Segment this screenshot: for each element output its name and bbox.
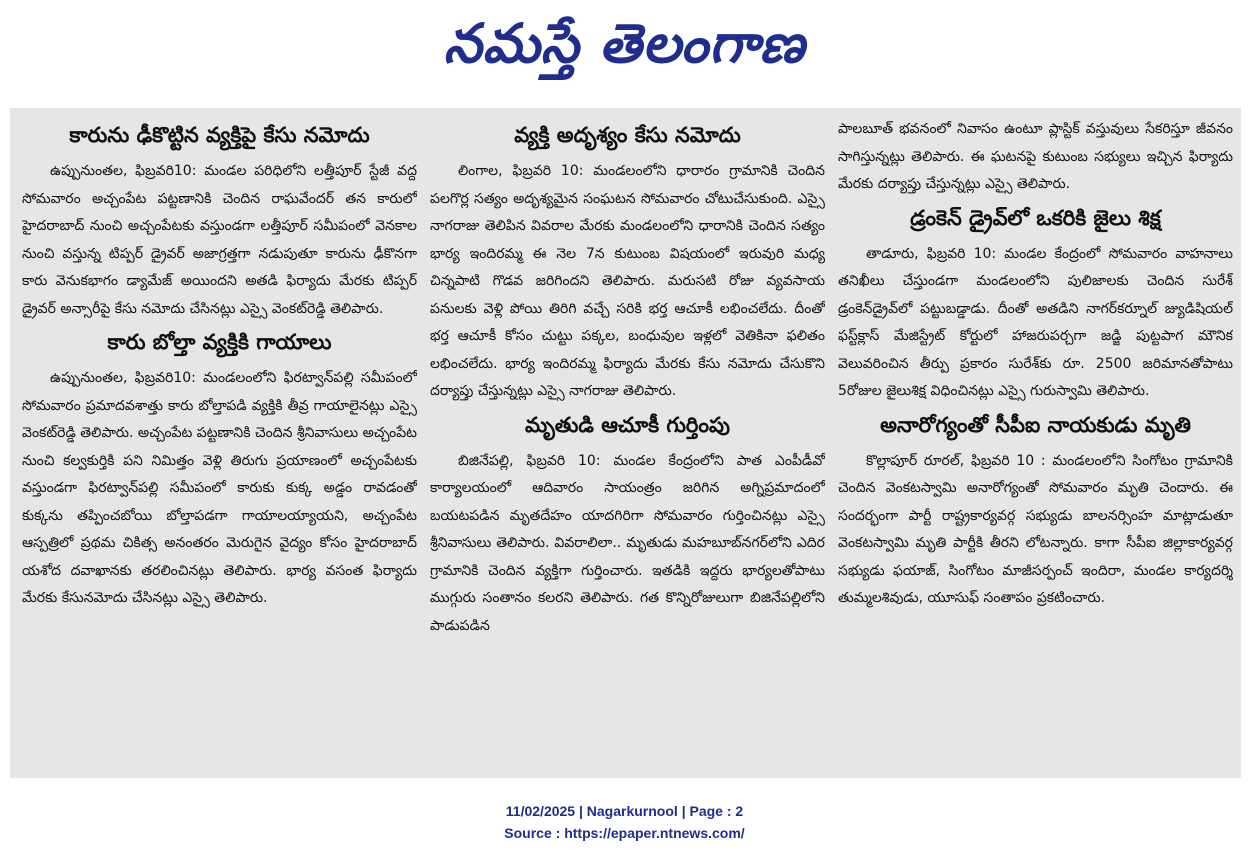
article-body: తాడూరు, ఫిబ్రవరి 10: మండల కేంద్రంలో సోమవారం వాహనాలు తనిఖీలు చేస్తుండగా మండలంలోని పులిజాలకు చెందిన సురేశ్ డ్రంకెన్‌డ్రైవ్‌లో పట్టుబడ్డాడు. దీంతో అతడిని నాగర్‌కర్నూల్ జ్యుడిషియల్ ఫస్ట్‌క్లాస్ మేజిస్ట్రేట్ కోర్టులో హాజరుపర్చగా జడ్జి పుట్టపాగ మౌనిక వెలువరించిన తీర్పు ప్రకారం సురేశ్‌కు రూ. 2500 జరిమానతోపాటు 5రోజుల జైలుశిక్ష విధించినట్లు ఎస్సై గురుస్వామి తెలిపారు. <box>838 245 1233 399</box>
article-body-continued: పాలబూత్ భవనంలో నివాసం ఉంటూ ప్లాస్టిక్ వస్తువులు సేకరిస్తూ జీవనం సాగిస్తున్నట్లు తెలిపారు. ఈ ఘటనపై కుటుంబ సభ్యులు ఇచ్చిన ఫిర్యాదు మేరకు దర్యాప్తు చేస్తున్నట్లు ఎస్సై తెలిపారు. <box>838 121 1233 192</box>
article-headline: కారు బోల్తా వ్యక్తికి గాయాలు <box>107 330 332 354</box>
article-body: కొల్లాపూర్ రూరల్, ఫిబ్రవరి 10 : మండలంలోని సింగోటం గ్రామానికి చెందిన వెంకటస్వామి అనారోగ్యంతో సోమవారం మృతి చెందారు. ఈ సందర్భంగా పార్టీ రాష్ట్రకార్యవర్గ సభ్యుడు బాలనర్సింహ మాట్లాడుతూ వెంకటస్వామి మృతి పార్టీకి తీరని లోటన్నారు. కాగా సీపీఐ జిల్లాకార్యవర్గ సభ్యుడు ఫయాజ్, సింగోటం మాజీసర్పంచ్ ఇందిరా, మండల కార్యదర్శి తుమ్మలశివుడు, యూసుఫ్ సంతాపం ప్రకటించారు. <box>838 452 1233 606</box>
article-headline: కారును ఢీకొట్టిన వ్యక్తిపై కేసు నమోదు <box>69 123 370 147</box>
source-link[interactable]: Source : https://epaper.ntnews.com/ <box>504 825 745 841</box>
article-body: లింగాల, ఫిబ్రవరి 10: మండలంలోని ధారారం గ్రామానికి చెందిన పలగొర్ల సత్యం అదృశ్యమైన సంఘటన సోమవారం చోటుచేసుకుంది. ఎస్సై నాగరాజు తెలిపిన వివరాల మేరకు మండలంలోని ధారానికి చెందిన సత్యం భార్య ఇందిరమ్మ ఈ నెల 7న కుటుంబ విషయంలో ఇరువురి మధ్య చిన్నపాటి గొడవ జరిగిందని తెలిపారు. మరుసటి రోజు వ్యవసాయ పనులకు వెళ్లి పోయి తిరిగి వచ్చే సరికి భర్త ఆచూకీ లభించలేదు. దీంతో భర్త ఆచూకీ కోసం చుట్టు పక్కల, బంధువుల ఇళ్లలో వెతికినా ఫలితం లభించలేదు. భార్య ఇందిరమ్మ ఫిర్యాదు మేరకు కేసు నమోదు చేసుకొని దర్యాప్తు చేస్తున్నట్లు ఎస్సై నాగరాజు తెలిపారు. <box>430 163 825 399</box>
page-footer <box>0 800 1249 844</box>
article-headline: వ్యక్తి అదృశ్యం కేసు నమోదు <box>514 123 741 147</box>
article-headline: అనారోగ్యంతో సీపీఐ నాయకుడు మృతి <box>880 412 1191 437</box>
article-body: ఉప్పునుంతల, ఫిబ్రవరి10: మండల పరిధిలోని లత్తీపూర్ స్టేజీ వద్ద సోమవారం అచ్చంపేట పట్టణానికి చెందిన రాఘవేందర్ తన కారులో హైదరాబాద్ నుంచి అచ్చంపేటకు వస్తుండగా లత్తీపూర్ సమీపంలో వెనకాల నుంచి వస్తున్న టిప్పర్ డ్రైవర్ అజాగ్రత్తగా నడుపుతూ కారును ఢీకొనగా కారు వెనుకభాగం డ్యామేజ్ అయిందని అతడి ఫిర్యాదు మేరకు టిప్పర్ డ్రైవర్ అన్సారీపై కేసు నమోదు చేసినట్లు ఎస్సై వెంకట్‌రెడ్డి తెలిపారు. <box>22 163 417 317</box>
article-headline: డ్రంకెన్ డ్రైవ్‌లో ఒకరికి జైలు శిక్ష <box>910 205 1161 230</box>
column-1 <box>22 116 417 771</box>
article-body: బిజినేపల్లి, ఫిబ్రవరి 10: మండల కేంద్రంలోని పాత ఎంపీడీవో కార్యాలయంలో ఆదివారం సాయంత్రం జరిగిన అగ్నిప్రమాదంలో బయటపడిన మృతదేహం యాదగిరిగా సోమవారం గుర్తించినట్లు ఎస్సై శ్రీనివాసులు తెలిపారు. వివరాలిలా.. మృతుడు మహబూబ్‌నగర్‌లోని ఎదిర గ్రామానికి చెందిన వ్యక్తిగా గుర్తించారు. ఇతడికి ఇద్దరు భార్యలతోపాటు ముగ్గురు సంతానం కలరని తెలిపారు. గత కొన్నిరోజులుగా బిజినేపల్లిలోని పాడుపడిన <box>430 452 825 634</box>
news-clipping <box>10 108 1241 778</box>
newspaper-logo: నమస్తే తెలంగాణ <box>443 11 806 75</box>
article-body: ఉప్పునుంతల, ఫిబ్రవరి10: మండలంలోని ఫిరట్వాన్‌పల్లి సమీపంలో సోమవారం ప్రమాదవశాత్తు కారు బోల్తాపడి వ్యక్తికి తీవ్ర గాయాలైనట్లు ఎస్సై వెంకట్‌రెడ్డి తెలిపారు. అచ్చంపేట పట్టణానికి చెందిన శ్రీనివాసులు అచ్చంపేట నుంచి కల్వకుర్తికి పని నిమిత్తం వెళ్లి తిరుగు ప్రయాణంలో అచ్చంపేటకు వస్తుండగా ఫిరట్వాన్‌పల్లి సమీపంలో కారుకు కుక్క అడ్డం రావడంతో కుక్కను తప్పించబోయి బోల్తాపడగా గాయాలయ్యాయని, అచ్చంపేట ఆస్పత్రిలో ప్రథమ చికిత్స అనంతరం మెరుగైన వైద్యం కోసం హైదరాబాద్ యశోద దవాఖానకు తరలించినట్లు తెలిపారు. భార్య వసంత ఫిర్యాదు మేరకు కేసునమోదు చేసినట్లు ఎస్సై తెలిపారు. <box>22 370 417 606</box>
article-headline: మృతుడి ఆచూకీ గుర్తింపు <box>525 412 730 437</box>
column-2 <box>430 116 825 771</box>
masthead <box>0 0 1249 100</box>
edition-info: 11/02/2025 | Nagarkurnool | Page : 2 <box>505 803 744 819</box>
column-3 <box>838 116 1233 771</box>
